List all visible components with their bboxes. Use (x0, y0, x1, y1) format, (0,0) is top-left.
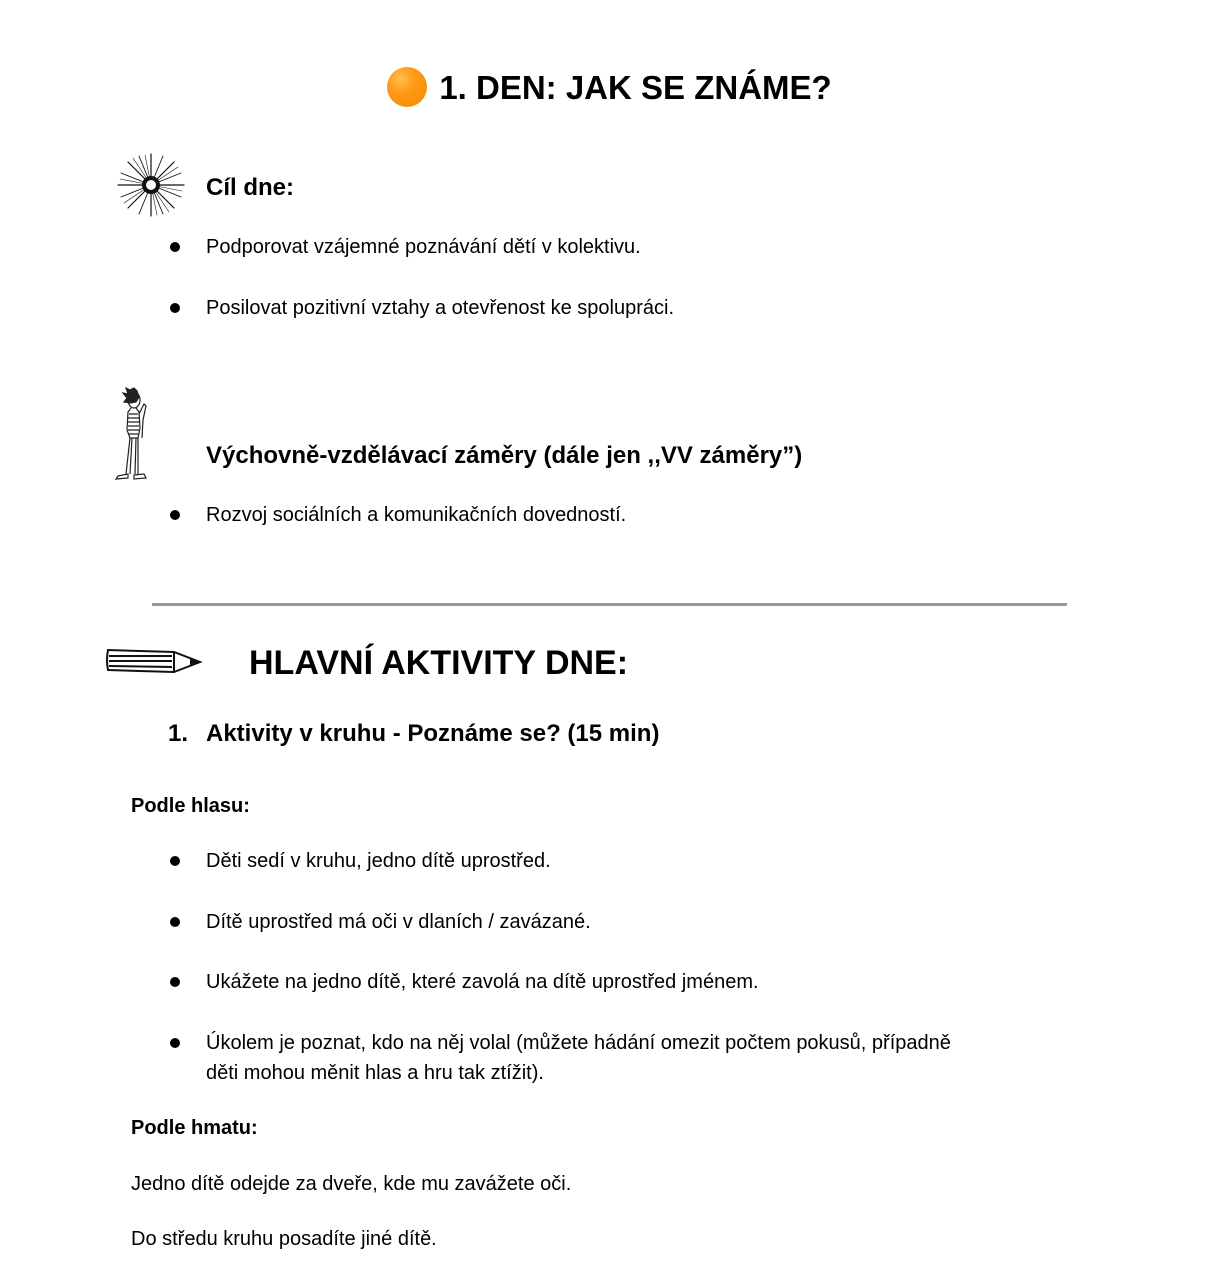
aims-item-text: Rozvoj sociálních a komunikačních dovedností. (206, 504, 627, 526)
page-title (0, 66, 1219, 110)
by-voice-label: Podle hlasu: (131, 795, 250, 817)
activities-heading: HLAVNÍ AKTIVITY DNE: (249, 644, 629, 682)
bullet-icon (170, 856, 180, 866)
pencil-icon (104, 640, 204, 684)
voice-item-text-continued: děti mohou měnit hlas a hru tak ztížit). (206, 1062, 544, 1084)
touch-paragraph: Do středu kruhu posadíte jiné dítě. (131, 1228, 437, 1250)
thinking-boy-icon (110, 386, 160, 482)
bullet-icon (170, 977, 180, 987)
bullet-icon (170, 510, 180, 520)
goal-heading: Cíl dne: (206, 174, 294, 201)
horizontal-divider (152, 603, 1067, 606)
orange-circle-icon (387, 67, 427, 107)
goal-item-text: Podporovat vzájemné poznávání dětí v kolektivu. (206, 236, 641, 258)
activity-title: Aktivity v kruhu - Poznáme se? (15 min) (206, 720, 660, 747)
touch-paragraph: Jedno dítě odejde za dveře, kde mu zavážete oči. (131, 1173, 572, 1195)
bullet-icon (170, 242, 180, 252)
starburst-icon (116, 152, 186, 218)
aims-heading: Výchovně-vzdělávací záměry (dále jen ,,VV záměry”) (206, 442, 803, 469)
bullet-icon (170, 303, 180, 313)
activity-number: 1. (168, 720, 189, 747)
voice-item-text: Úkolem je poznat, kdo na něj volal (můžete hádání omezit počtem pokusů, případně (206, 1032, 951, 1054)
page-title-text: 1. DEN: JAK SE ZNÁME? (439, 69, 832, 106)
voice-item-text: Dítě uprostřed má oči v dlaních / zavázané. (206, 911, 591, 933)
bullet-icon (170, 1038, 180, 1048)
by-touch-label: Podle hmatu: (131, 1117, 258, 1139)
voice-item-text: Ukážete na jedno dítě, které zavolá na dítě uprostřed jménem. (206, 971, 759, 993)
goal-item-text: Posilovat pozitivní vztahy a otevřenost ke spolupráci. (206, 297, 675, 319)
voice-item-text: Děti sedí v kruhu, jedno dítě uprostřed. (206, 850, 551, 872)
bullet-icon (170, 917, 180, 927)
